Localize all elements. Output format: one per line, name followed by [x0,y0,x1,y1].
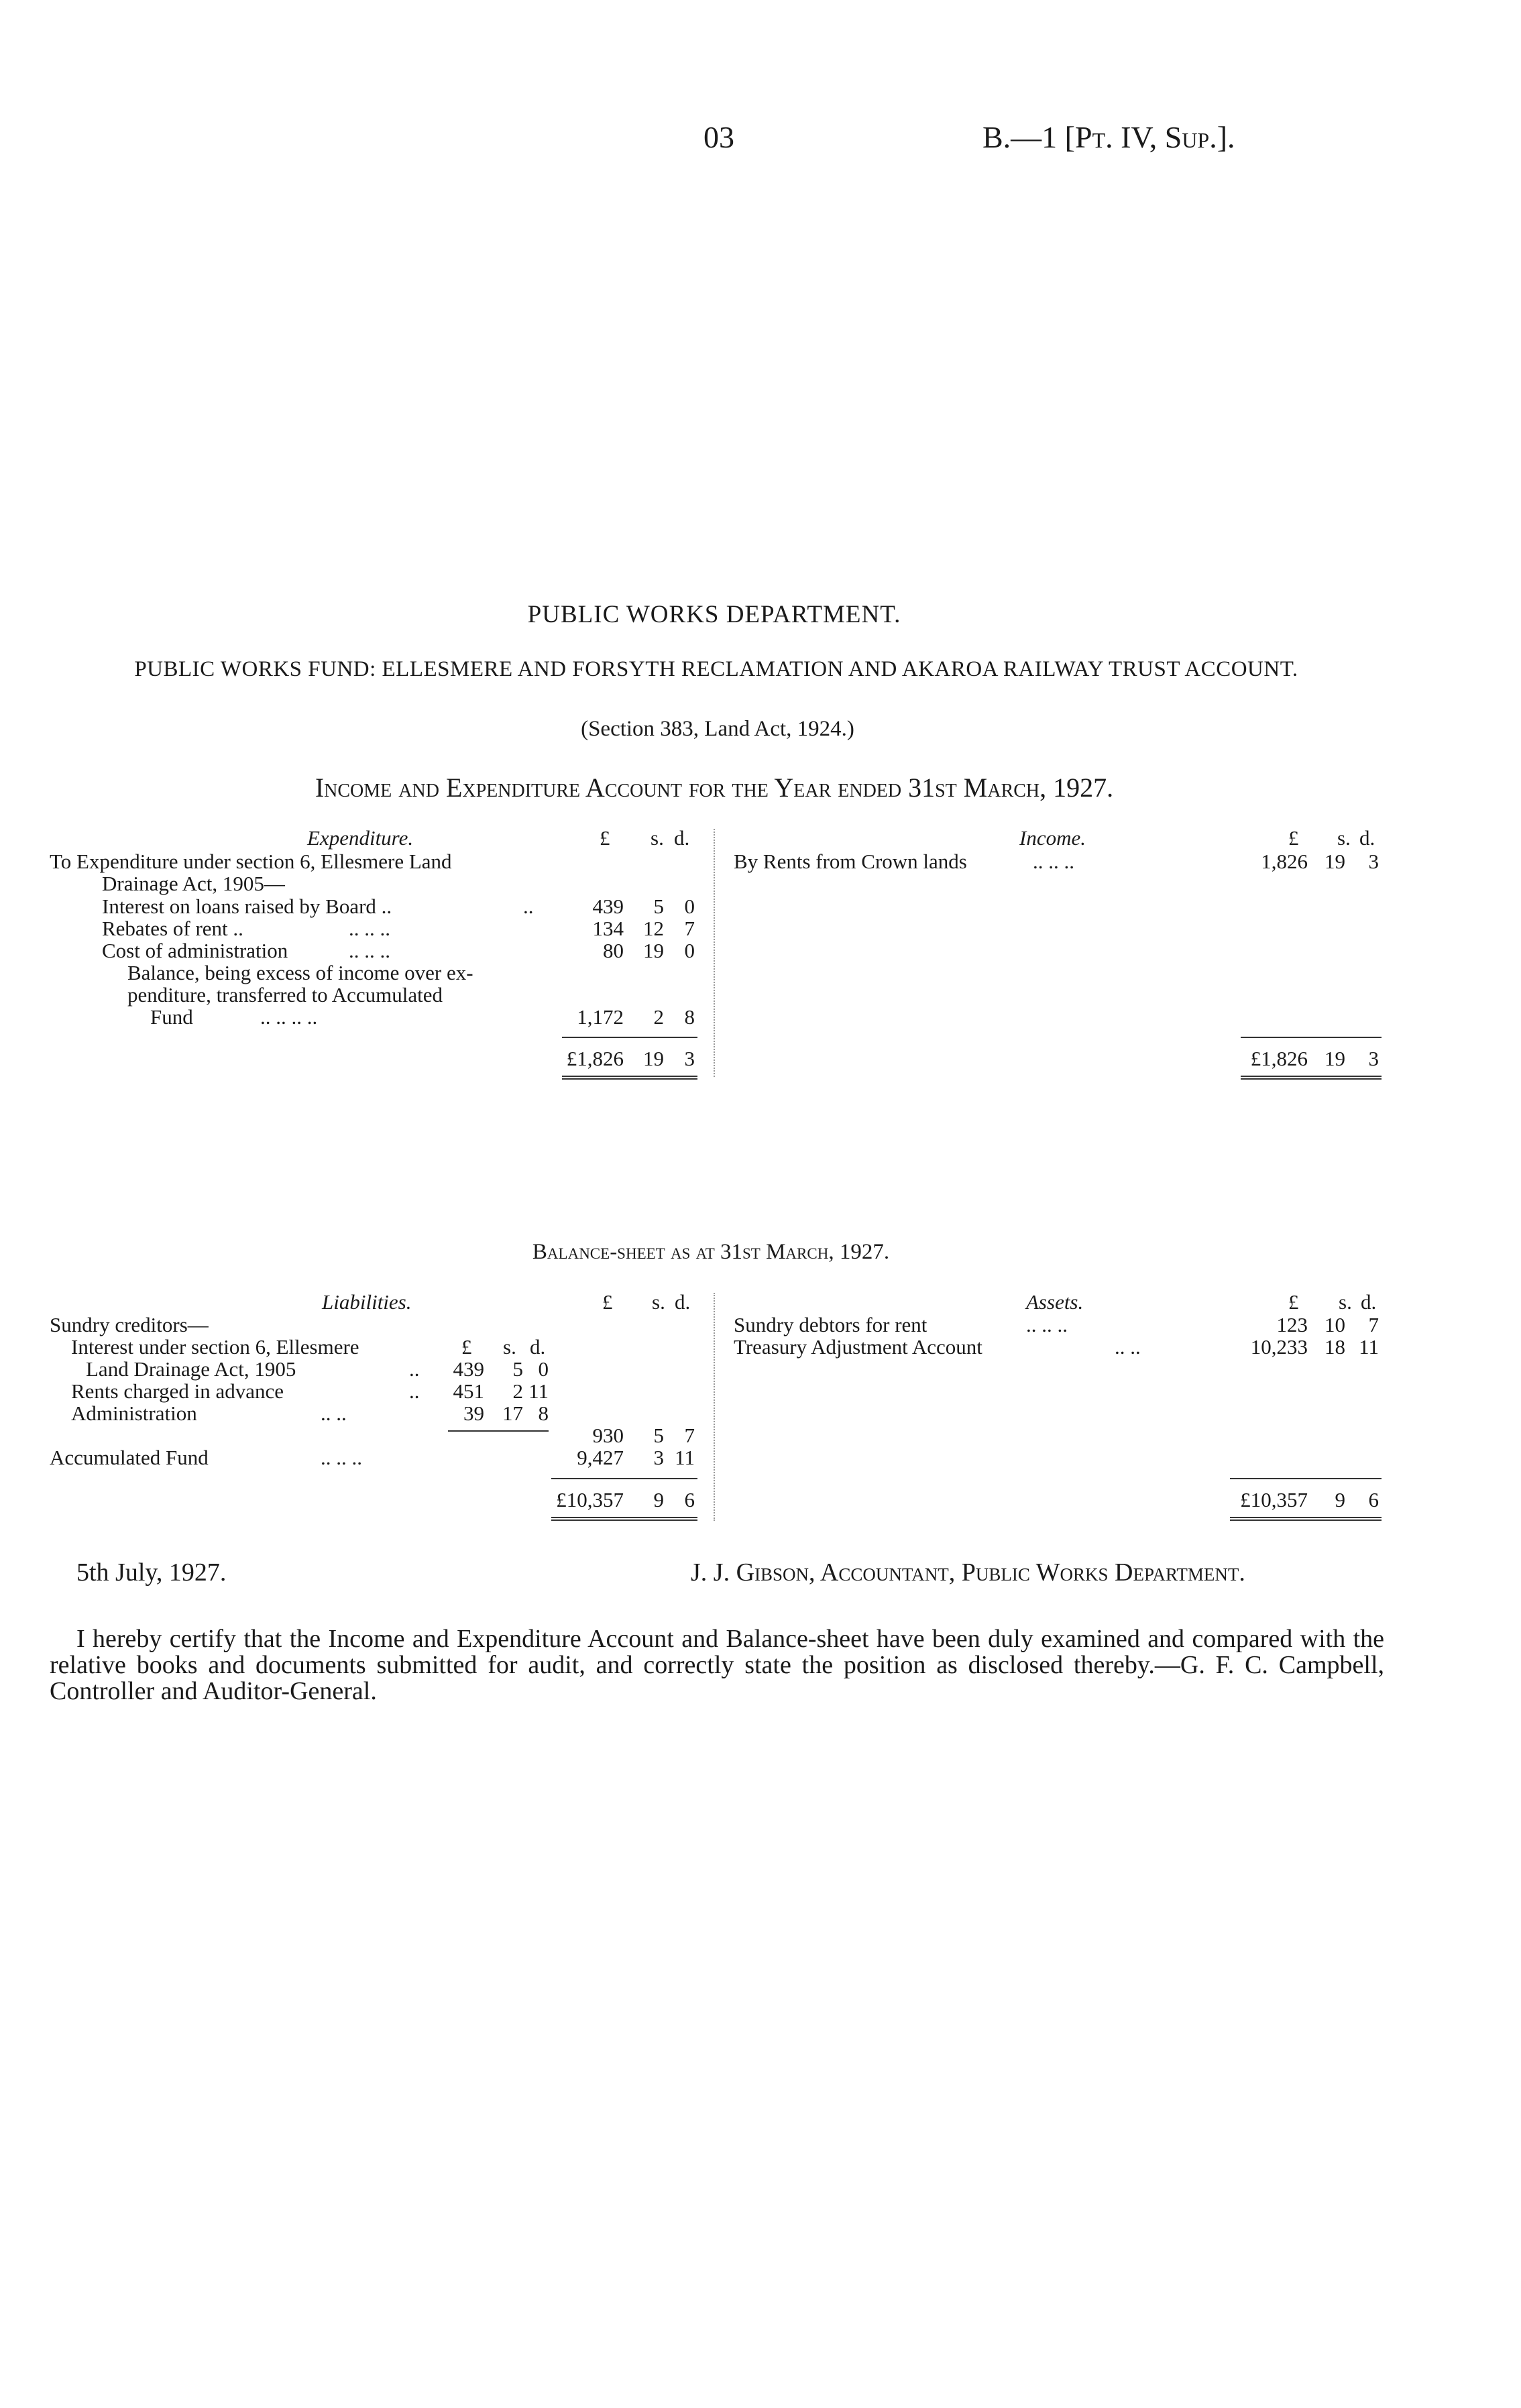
liabilities-heading: Liabilities. [322,1290,412,1314]
accumulated-fund-pounds: 9,427 [577,1446,624,1469]
expenditure-item-rebates: Rebates of rent .. [102,917,243,940]
sub-amount-pence: 0 [538,1357,549,1381]
asset-amount-pence: 11 [1359,1335,1379,1359]
col-pence-header: d. [675,1290,691,1314]
income-amount-pounds: 1,826 [1261,850,1308,873]
sub-amount-shillings: 5 [512,1357,523,1381]
expenditure-line: Fund [150,1005,193,1029]
expenditure-line: Drainage Act, 1905— [102,872,285,895]
liability-line: Interest under section 6, Ellesmere [71,1335,359,1359]
sub-col-pounds-header: £ [461,1335,472,1359]
liability-item-rents: Rents charged in advance [71,1379,284,1403]
amount-pounds: 80 [603,939,624,962]
expenditure-line: penditure, transferred to Accumulated [127,983,443,1007]
subtotal-rule [448,1430,549,1432]
amount-shillings: 12 [643,917,664,940]
liability-sundry-creditors: Sundry creditors— [50,1313,209,1336]
leader-dots: .. [409,1379,420,1403]
asset-treasury-adjustment: Treasury Adjustment Account [734,1335,982,1359]
sub-amount-pounds: 451 [453,1379,484,1403]
sub-col-shillings-header: s. [503,1335,516,1359]
amount-pounds: 439 [592,895,624,918]
total-rule [551,1478,697,1479]
creditors-total-pence: 7 [684,1424,695,1447]
expenditure-total-shillings: 19 [643,1047,664,1070]
asset-amount-pounds: 10,233 [1250,1335,1308,1359]
liability-item-interest: Land Drainage Act, 1905 [86,1357,296,1381]
amount-pence: 0 [684,939,695,962]
creditors-total-shillings: 5 [653,1424,664,1447]
creditors-total-pounds: 930 [592,1424,624,1447]
income-item-rents: By Rents from Crown lands [734,850,967,873]
col-pounds-header: £ [602,1290,613,1314]
liabilities-total-pounds: £10,357 [556,1488,624,1511]
liability-item-administration: Administration [71,1401,197,1425]
report-date: 5th July, 1927. [76,1558,227,1587]
leader-dots: .. .. .. [1026,1313,1068,1336]
expenditure-total-pounds: £1,826 [566,1047,624,1070]
asset-amount-pence: 7 [1368,1313,1379,1336]
asset-amount-shillings: 10 [1325,1313,1345,1336]
amount-shillings: 2 [653,1005,664,1029]
leader-dots: .. .. .. .. [260,1005,318,1029]
col-pounds-header: £ [1288,1290,1299,1314]
double-rule [551,1517,697,1521]
assets-total-pounds: £10,357 [1240,1488,1308,1511]
amount-pence: 0 [684,895,695,918]
auditor-certificate: I hereby certify that the Income and Expenditure Account and Balance-sheet have been duly examined and compared with the relative books and documents submitted for audit, and correctly state the position as disclosed thereby.—G. F. C. Campbell, Controller and Auditor-General. [50,1625,1384,1705]
income-amount-shillings: 19 [1325,850,1345,873]
col-pence-header: d. [674,826,690,850]
leader-dots: .. .. .. [1033,850,1074,873]
income-total-shillings: 19 [1325,1047,1345,1070]
col-shillings-header: s. [1339,1290,1352,1314]
amount-pounds: 134 [592,917,624,940]
expenditure-heading: Expenditure. [307,826,414,850]
income-total-pounds: £1,826 [1250,1047,1308,1070]
assets-total-pence: 6 [1368,1488,1379,1511]
double-rule [1241,1076,1382,1080]
document-reference: B.—1 [Pt. IV, Sup.]. [982,120,1235,154]
sub-amount-pence: 8 [538,1401,549,1425]
asset-amount-shillings: 18 [1325,1335,1345,1359]
accumulated-fund-shillings: 3 [653,1446,664,1469]
expenditure-item-administration: Cost of administration [102,939,288,962]
sub-amount-shillings: 17 [502,1401,523,1425]
leader-dots: .. [523,895,534,918]
amount-shillings: 5 [653,895,664,918]
amount-pounds: 1,172 [577,1005,624,1029]
income-amount-pence: 3 [1368,850,1379,873]
col-pounds-header: £ [1288,826,1299,850]
total-rule [1230,1478,1382,1479]
income-total-pence: 3 [1368,1047,1379,1070]
amount-shillings: 19 [643,939,664,962]
leader-dots: .. .. .. [349,939,390,962]
amount-pence: 8 [684,1005,695,1029]
col-pence-header: d. [1359,826,1375,850]
expenditure-total-pence: 3 [684,1047,695,1070]
leader-dots: .. [409,1357,420,1381]
fund-title: PUBLIC WORKS FUND: ELLESMERE AND FORSYTH RECLAMATION AND AKAROA RAILWAY TRUST ACCOUNT. [134,657,1298,681]
sub-amount-pounds: 439 [453,1357,484,1381]
leader-dots: .. .. .. [321,1446,362,1469]
accountant-signature: J. J. Gibson, Accountant, Public Works Department. [691,1558,1245,1587]
sub-col-pence-header: d. [530,1335,546,1359]
department-title: PUBLIC WORKS DEPARTMENT. [527,601,901,628]
col-pence-header: d. [1361,1290,1377,1314]
leader-dots: .. .. [1115,1335,1141,1359]
double-rule [1230,1517,1382,1521]
balance-sheet-title: Balance-sheet as at 31st March, 1927. [532,1240,890,1264]
leader-dots: .. .. [321,1401,347,1425]
column-divider [714,829,715,1077]
liability-accumulated-fund: Accumulated Fund [50,1446,209,1469]
section-reference: (Section 383, Land Act, 1924.) [581,717,854,741]
total-rule [1241,1037,1382,1038]
expenditure-item-balance: Balance, being excess of income over ex- [127,961,473,984]
column-divider [714,1293,715,1521]
total-rule [562,1037,697,1038]
sub-amount-shillings: 2 [512,1379,523,1403]
sub-amount-pence: 11 [528,1379,549,1403]
asset-sundry-debtors: Sundry debtors for rent [734,1313,927,1336]
liabilities-total-pence: 6 [684,1488,695,1511]
income-heading: Income. [1019,826,1086,850]
col-shillings-header: s. [651,826,664,850]
liabilities-total-shillings: 9 [653,1488,664,1511]
expenditure-line: To Expenditure under section 6, Ellesmere Land [50,850,452,873]
income-expenditure-title: Income and Expenditure Account for the Year ended 31st March, 1927. [315,772,1114,803]
double-rule [562,1076,697,1080]
amount-pence: 7 [684,917,695,940]
sub-amount-pounds: 39 [463,1401,484,1425]
col-pounds-header: £ [600,826,610,850]
expenditure-item-interest: Interest on loans raised by Board .. [102,895,392,918]
col-shillings-header: s. [652,1290,665,1314]
accumulated-fund-pence: 11 [675,1446,695,1469]
assets-heading: Assets. [1026,1290,1084,1314]
col-shillings-header: s. [1337,826,1351,850]
assets-total-shillings: 9 [1335,1488,1345,1511]
leader-dots: .. .. .. [349,917,390,940]
page-number: 03 [703,120,734,154]
asset-amount-pounds: 123 [1276,1313,1308,1336]
